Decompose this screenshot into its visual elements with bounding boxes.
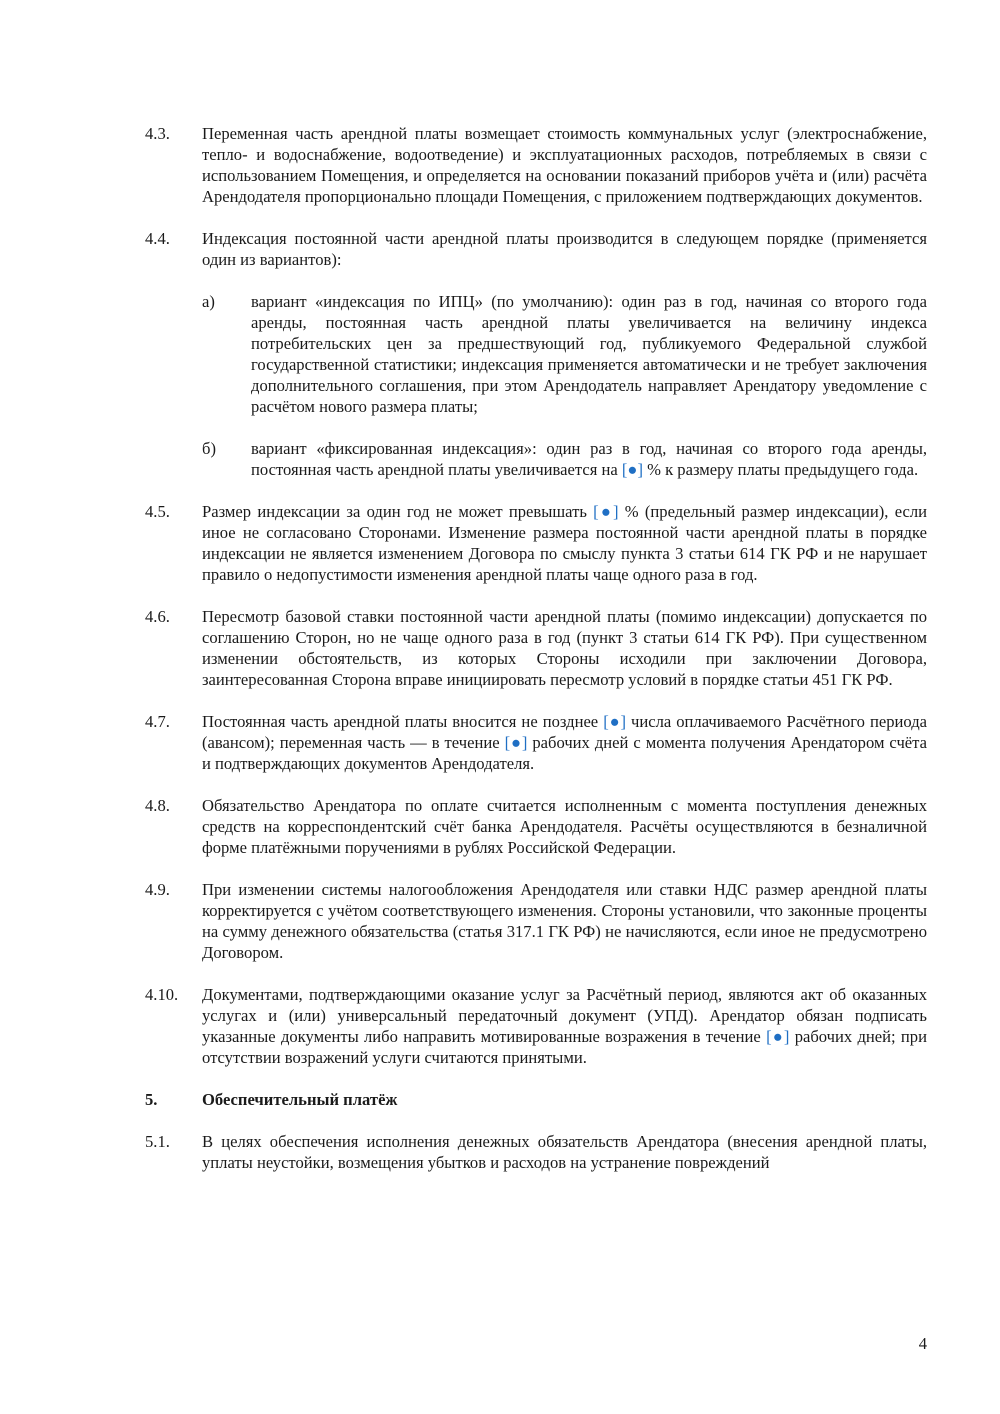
clause-text xyxy=(202,984,927,1068)
placeholder-marker: [●] xyxy=(621,460,643,479)
clause-text: В целях обеспечения исполнения денежных обязательств Арендатора (внесения арендной платы, уплаты неустойки, возмещения убытков и расходов на устранение повреждений xyxy=(202,1132,927,1172)
placeholder-marker: [●] xyxy=(766,1027,790,1046)
clause-number: 4.6. xyxy=(145,607,170,626)
option-label: б) xyxy=(202,439,216,458)
text-segment: % к размеру платы предыдущего года. xyxy=(642,460,919,479)
clause-text: Переменная часть арендной платы возмещает стоимость коммунальных услуг (электроснабжение, тепло- и водоснабжение, водоотведение) и эксплуатационных расходов, потребляемых в связи с использованием Помещения, и определяется на основании показаний приборов учёта и (или) расчёта Арендодателя пропорционально площади Помещения, с приложением подтверждающих документов. xyxy=(202,124,927,206)
clause-4-9 xyxy=(145,879,927,963)
placeholder-marker: [●] xyxy=(504,733,528,752)
section-heading xyxy=(145,1089,927,1110)
clause-number: 4.5. xyxy=(145,502,170,521)
page-number: 4 xyxy=(918,1334,927,1353)
text-segment: Постоянная часть арендной платы вносится не позднее xyxy=(202,712,604,731)
clause-number: 4.4. xyxy=(145,229,170,248)
option-a xyxy=(202,291,927,417)
clause-text: Пересмотр базовой ставки постоянной части арендной платы (помимо индексации) допускается по соглашению Сторон, но не чаще одного раза в год (пункт 3 статьи 614 ГК РФ). При существенном изменении обстоятельств, из которых Стороны исходили при заключении Договора, заинтересованная Сторона вправе инициировать пересмотр условий в порядке статьи 451 ГК РФ. xyxy=(202,607,927,689)
clause-4-7 xyxy=(145,711,927,774)
option-text xyxy=(251,438,927,480)
section-number: 5. xyxy=(145,1090,158,1109)
clause-text xyxy=(202,501,927,585)
clause-4-5 xyxy=(145,501,927,585)
clause-5-1 xyxy=(145,1131,927,1173)
clause-text: При изменении системы налогообложения Арендодателя или ставки НДС размер арендной платы корректируется с учётом соответствующего изменения. Стороны установили, что законные проценты на сумму денежного обязательства (статья 317.1 ГК РФ) не начисляются, если иное не предусмотрено Договором. xyxy=(202,880,927,962)
text-segment: Документами, подтверждающими оказание услуг за Расчётный период, являются акт об оказанных услугах и (или) универсальный передаточный документ (УПД). Арендатор обязан подписать указанные документы либо направить мотивированные возражения в течение xyxy=(202,985,927,1046)
text-segment: вариант «фиксированная индексация»: один раз в год, начиная со второго года аренды, постоянная часть арендной платы увеличивается на xyxy=(251,439,927,479)
clause-number: 4.3. xyxy=(145,124,170,143)
clause-4-6 xyxy=(145,606,927,690)
clause-4-3 xyxy=(145,123,927,207)
clause-number: 4.9. xyxy=(145,880,170,899)
clause-text xyxy=(202,711,927,774)
clause-body xyxy=(202,228,927,480)
clause-number: 4.10. xyxy=(145,985,179,1004)
option-text: вариант «индексация по ИПЦ» (по умолчанию): один раз в год, начиная со второго года аренды, постоянная часть арендной платы увеличивается на величину индекса потребительских цен за предшествующий год, публикуемого Федеральной службой государственной статистики; индексация применяется автоматически и не требует заключения дополнительного соглашения, при этом Арендодатель направляет Арендатору уведомление с расчётом нового размера платы; xyxy=(251,292,927,416)
section-title: Обеспечительный платёж xyxy=(202,1090,398,1109)
clause-4-4 xyxy=(145,228,927,480)
document-body xyxy=(145,123,927,1194)
clause-4-8 xyxy=(145,795,927,858)
clause-text: Обязательство Арендатора по оплате считается исполненным с момента поступления денежных средств на корреспондентский счёт банка Арендодателя. Расчёты осуществляются в безналичной форме платёжными поручениями в рублях Российской Федерации. xyxy=(202,796,927,857)
clause-number: 4.8. xyxy=(145,796,170,815)
text-segment: % (предельный размер индексации), если иное не согласовано Сторонами. Изменение размера постоянной части арендной платы в порядке индексации не является изменением Договора по смыслу пункта 3 статьи 614 ГК РФ и не нарушает правило о недопустимости изменения арендной платы чаще одного раза в год. xyxy=(202,502,927,584)
placeholder-marker: [●] xyxy=(603,712,626,731)
placeholder-marker: [●] xyxy=(593,502,619,521)
text-segment: рабочих дней с момента получения Арендатором счёта и подтверждающих документов Арендодателя. xyxy=(202,733,927,773)
clause-number: 4.7. xyxy=(145,712,170,731)
option-label: а) xyxy=(202,292,215,311)
clause-4-10 xyxy=(145,984,927,1068)
clause-text: Индексация постоянной части арендной платы производится в следующем порядке (применяется один из вариантов): xyxy=(202,229,927,269)
text-segment: рабочих дней; при отсутствии возражений услуги считаются принятыми. xyxy=(202,1027,927,1067)
option-b xyxy=(202,438,927,480)
clause-number: 5.1. xyxy=(145,1132,170,1151)
text-segment: числа оплачиваемого Расчётного периода (авансом); переменная часть — в течение xyxy=(202,712,927,752)
text-segment: Размер индексации за один год не может превышать xyxy=(202,502,594,521)
